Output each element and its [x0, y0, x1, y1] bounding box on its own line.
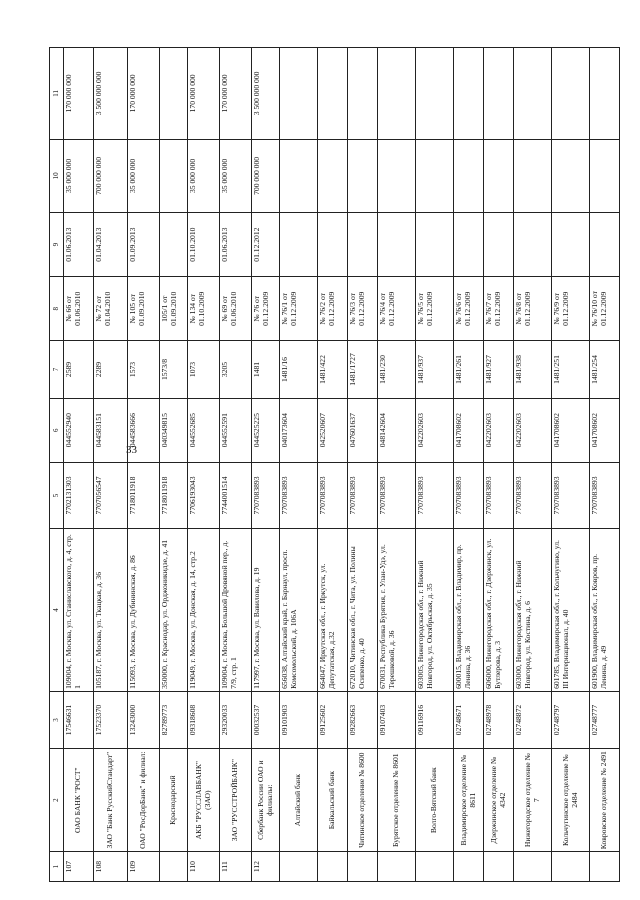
- table-cell-c4: 601900, Владимирская обл., г. Ковров, пр. Ленина, д. 49: [590, 529, 620, 692]
- table-cell-c5: 7702131303: [64, 462, 94, 528]
- column-header: 6: [50, 398, 64, 462]
- table-cell-c9: [160, 213, 188, 277]
- table-cell-c6: 040349815: [160, 398, 188, 462]
- table-cell-c4: 115093, г. Москва, ул. Дубининская, д. 86: [128, 529, 160, 692]
- table-row: [188, 48, 220, 882]
- table-cell-c8: № 76/6 от 01.12.2009: [454, 277, 484, 341]
- table-row: [514, 48, 552, 882]
- table-cell-c8: № 134 от 01.10.2009: [188, 277, 220, 341]
- table-cell-c11: [454, 48, 484, 140]
- column-header: 9: [50, 213, 64, 277]
- table-cell-c6: 042202603: [514, 398, 552, 462]
- table-cell-c5: 7707083893: [484, 462, 514, 528]
- table-cell-c11: [280, 48, 318, 140]
- table-cell-c5: 7707083893: [514, 462, 552, 528]
- table-cell-c1: [318, 852, 348, 882]
- table-cell-c10: [318, 139, 348, 212]
- table-cell-c6: 041708602: [552, 398, 590, 462]
- table-cell-c11: [514, 48, 552, 140]
- column-header: 7: [50, 341, 64, 398]
- table-cell-c9: [280, 213, 318, 277]
- table-cell-c1: 112: [252, 852, 280, 882]
- table-cell-c1: [160, 852, 188, 882]
- table-cell-c1: 107: [64, 852, 94, 882]
- table-cell-c7: 1481: [252, 341, 280, 398]
- column-header: 8: [50, 277, 64, 341]
- table-cell-c11: [416, 48, 454, 140]
- table-cell-c4: 603000, Нижегородская обл., г. Нижний Новгород, ул. Костина, д. 6: [514, 529, 552, 692]
- page-number: 33: [126, 444, 137, 456]
- table-cell-c8: № 76 от 01.12.2009: [252, 277, 280, 341]
- table-cell-c1: 109: [128, 852, 160, 882]
- table-cell-c7: 1481/927: [484, 341, 514, 398]
- table-cell-c9: [590, 213, 620, 277]
- table-cell-c10: [484, 139, 514, 212]
- table-row: [348, 48, 378, 882]
- table-cell-c6: 044552591: [220, 398, 252, 462]
- table-cell-c5: 7707056547: [94, 462, 128, 528]
- table-cell-c9: 01.12.2012: [252, 213, 280, 277]
- table-cell-c7: 1481/938: [514, 341, 552, 398]
- table-cell-c8: № 69 от 01.06.2010: [220, 277, 252, 341]
- table-cell-c6: 041708602: [590, 398, 620, 462]
- table-cell-c2: ОАО БАНК "РОСТ": [64, 749, 94, 852]
- table-cell-c1: 110: [188, 852, 220, 882]
- table-row: [280, 48, 318, 882]
- table-cell-c11: 170 000 000: [64, 48, 94, 140]
- table-cell-c10: 35 000 000: [188, 139, 220, 212]
- table-cell-c7: 1481/422: [318, 341, 348, 398]
- table-cell-c10: 700 000 000: [252, 139, 280, 212]
- table-cell-c7: 1481/261: [454, 341, 484, 398]
- table-cell-c10: [378, 139, 416, 212]
- table-cell-c8: № 76/10 от 01.12.2009: [590, 277, 620, 341]
- table-cell-c3: 09318608: [188, 691, 220, 748]
- table-cell-c3: 02748978: [484, 691, 514, 748]
- table-cell-c2: Краснодарский: [160, 749, 188, 852]
- table-cell-c7: 1481/937: [416, 341, 454, 398]
- table-cell-c5: 7707083893: [378, 462, 416, 528]
- table-cell-c5: 7707083893: [280, 462, 318, 528]
- table-cell-c2: ЗАО "Банк РусскийСтандарт": [94, 749, 128, 852]
- table-cell-c9: 01.06.2013: [64, 213, 94, 277]
- table-cell-c5: 7707083893: [552, 462, 590, 528]
- table-cell-c8: № 76/2 от 01.12.2009: [318, 277, 348, 341]
- table-cell-c7: 1481/1727: [348, 341, 378, 398]
- table-cell-c10: [514, 139, 552, 212]
- table-cell-c8: 105/1 от 01.09.2010: [160, 277, 188, 341]
- table-cell-c2: Кольчугинское отделение № 2484: [552, 749, 590, 852]
- table-cell-c7: 2589: [64, 341, 94, 398]
- table-cell-c7: 3205: [220, 341, 252, 398]
- table-cell-c4: 117997, г. Москва, ул. Вавилова, д. 19: [252, 529, 280, 692]
- table-cell-c9: 01.09.2013: [128, 213, 160, 277]
- table-cell-c5: 7718011918: [160, 462, 188, 528]
- table-cell-c3: 17546631: [64, 691, 94, 748]
- table-cell-c7: 1481/230: [378, 341, 416, 398]
- table-cell-c6: 044552940: [64, 398, 94, 462]
- table-cell-c11: 3 500 000 000: [94, 48, 128, 140]
- table-cell-c5: 7707083893: [318, 462, 348, 528]
- table-cell-c6: 042520607: [318, 398, 348, 462]
- table-row: [318, 48, 348, 882]
- table-cell-c8: № 105 от 01.09.2010: [128, 277, 160, 341]
- table-cell-c3: 09125602: [318, 691, 348, 748]
- table-cell-c5: 7718011918: [128, 462, 160, 528]
- table-cell-c3: 02748777: [590, 691, 620, 748]
- table-cell-c10: 35 000 000: [64, 139, 94, 212]
- column-header: 4: [50, 529, 64, 692]
- table-cell-c4: 105187, г. Москва, ул. Ткацкая, д. 36: [94, 529, 128, 692]
- table-cell-c3: 02748797: [552, 691, 590, 748]
- table-row: [94, 48, 128, 882]
- table-cell-c9: [416, 213, 454, 277]
- table-cell-c10: [454, 139, 484, 212]
- table-row: [484, 48, 514, 882]
- table-cell-c9: 01.06.2013: [220, 213, 252, 277]
- table-cell-c8: № 76/9 от 01.12.2009: [552, 277, 590, 341]
- table-cell-c5: 7707083893: [590, 462, 620, 528]
- table-cell-c5: 7707083893: [252, 462, 280, 528]
- table-cell-c4: 672010, Читинская обл., г. Чита, ул. Полины Осипенко, д. 40: [348, 529, 378, 692]
- document-sheet: [49, 47, 609, 882]
- column-header: 2: [50, 749, 64, 852]
- table-cell-c4: 670031, Республика Бурятия, г. Улан-Удэ, ул. Терешковой, д. 36: [378, 529, 416, 692]
- table-cell-c3: 29320033: [220, 691, 252, 748]
- table-cell-c9: [454, 213, 484, 277]
- table-cell-c11: [484, 48, 514, 140]
- rotated-table-container: [49, 47, 609, 882]
- table-cell-c6: 041708602: [454, 398, 484, 462]
- table-cell-c10: 700 000 000: [94, 139, 128, 212]
- table-cell-c3: 02748671: [454, 691, 484, 748]
- table-cell-c3: 09116916: [416, 691, 454, 748]
- table-cell-c4: 603005, Нижегородская обл., г. Нижний Новгород, ул. Октябрьская, д. 35: [416, 529, 454, 692]
- table-cell-c7: 1573/8: [160, 341, 188, 398]
- table-cell-c8: № 76/4 от 01.12.2009: [378, 277, 416, 341]
- table-cell-c2: АКБ "РУССЛАВБАНК" (ЗАО): [188, 749, 220, 852]
- table-cell-c7: 2289: [94, 341, 128, 398]
- table-cell-c2: Сбербанк России ОАО и филиалы:: [252, 749, 280, 852]
- table-cell-c1: 108: [94, 852, 128, 882]
- table-cell-c10: [416, 139, 454, 212]
- table-cell-c6: 044583151: [94, 398, 128, 462]
- column-header: 1: [50, 852, 64, 882]
- table-cell-c11: 170 000 000: [188, 48, 220, 140]
- table-cell-c11: [318, 48, 348, 140]
- table-cell-c6: 044525225: [252, 398, 280, 462]
- table-cell-c7: 1481/254: [590, 341, 620, 398]
- table-cell-c8: № 76/8 от 01.12.2009: [514, 277, 552, 341]
- table-row: [416, 48, 454, 882]
- table-cell-c10: [552, 139, 590, 212]
- table-cell-c9: [318, 213, 348, 277]
- table-cell-c11: [378, 48, 416, 140]
- table-cell-c1: 111: [220, 852, 252, 882]
- table-cell-c7: 1573: [128, 341, 160, 398]
- table-cell-c9: [514, 213, 552, 277]
- table-cell-c2: Волго-Вятский банк: [416, 749, 454, 852]
- table-cell-c3: 09107403: [378, 691, 416, 748]
- table-cell-c8: № 76/3 от 01.12.2009: [348, 277, 378, 341]
- table-cell-c11: [552, 48, 590, 140]
- table-cell-c3: 82789773: [160, 691, 188, 748]
- table-cell-c4: 664047, Иркутская обл., г. Иркутск, ул. Депутатская, д.32: [318, 529, 348, 692]
- table-cell-c4: 601785, Владимирская обл., г. Кольчугино, ул. III Интернационал, д. 40: [552, 529, 590, 692]
- table-cell-c9: [348, 213, 378, 277]
- table-cell-c2: Читинское отделение № 8600: [348, 749, 378, 852]
- table-cell-c2: Владимирское отделение № 8611: [454, 749, 484, 852]
- table-cell-c11: 170 000 000: [128, 48, 160, 140]
- table-cell-c10: [280, 139, 318, 212]
- table-cell-c11: [590, 48, 620, 140]
- table-cell-c1: [416, 852, 454, 882]
- column-header: 10: [50, 139, 64, 212]
- table-cell-c3: 17523370: [94, 691, 128, 748]
- table-cell-c10: [160, 139, 188, 212]
- table-cell-c10: [348, 139, 378, 212]
- table-cell-c5: 7707083893: [348, 462, 378, 528]
- table-cell-c3: 02748872: [514, 691, 552, 748]
- table-cell-c8: № 76/7 от 01.12.2009: [484, 277, 514, 341]
- table-row: [552, 48, 590, 882]
- table-row: [160, 48, 188, 882]
- table-cell-c2: Алтайский банк: [280, 749, 318, 852]
- column-header: 5: [50, 462, 64, 528]
- table-row: [590, 48, 620, 882]
- table-cell-c6: 048142604: [378, 398, 416, 462]
- table-cell-c9: [552, 213, 590, 277]
- table-cell-c2: ЗАО "РУССТРОЙБАНК": [220, 749, 252, 852]
- table-cell-c2: Дзержинское отделение № 4342: [484, 749, 514, 852]
- table-cell-c7: 1073: [188, 341, 220, 398]
- table-row: [64, 48, 94, 882]
- table-cell-c3: 13243000: [128, 691, 160, 748]
- table-cell-c3: 00032537: [252, 691, 280, 748]
- table-cell-c2: Нижегородское отделение № 7: [514, 749, 552, 852]
- table-cell-c5: 7706193043: [188, 462, 220, 528]
- table-cell-c7: 1481/16: [280, 341, 318, 398]
- table-row: [252, 48, 280, 882]
- table-cell-c11: [348, 48, 378, 140]
- column-number-row: [50, 48, 64, 882]
- table-cell-c9: [378, 213, 416, 277]
- table-cell-c4: 119049, г. Москва, ул. Донская, д. 14, стр.2: [188, 529, 220, 692]
- table-cell-c6: 042202603: [416, 398, 454, 462]
- table-cell-c5: 7744001514: [220, 462, 252, 528]
- table-cell-c5: 7707083893: [416, 462, 454, 528]
- table-cell-c9: 01.04.2013: [94, 213, 128, 277]
- table-cell-c2: Байкальский банк: [318, 749, 348, 852]
- table-row: [454, 48, 484, 882]
- table-cell-c3: 09101903: [280, 691, 318, 748]
- table-cell-c2: Ковровское отделение № 2491: [590, 749, 620, 852]
- table-cell-c1: [348, 852, 378, 882]
- table-cell-c9: [484, 213, 514, 277]
- table-cell-c4: 656038, Алтайский край, г. Барнаул, просп. Комсомольский, д. 106А: [280, 529, 318, 692]
- table-cell-c10: [590, 139, 620, 212]
- column-header: 11: [50, 48, 64, 140]
- table-cell-c1: [590, 852, 620, 882]
- table-row: [220, 48, 252, 882]
- banks-table: [49, 47, 620, 882]
- table-cell-c11: 170 000 000: [220, 48, 252, 140]
- table-cell-c4: 109004, г. Москва, ул. Станиславского, д. 4, стр. 1: [64, 529, 94, 692]
- table-cell-c6: 047601637: [348, 398, 378, 462]
- table-cell-c4: 606000, Нижегородская обл., г. Дзержинск, ул. Бутлерова, д. 3: [484, 529, 514, 692]
- table-cell-c6: 044552685: [188, 398, 220, 462]
- table-cell-c6: 042202603: [484, 398, 514, 462]
- table-cell-c1: [552, 852, 590, 882]
- table-cell-c10: 35 000 000: [220, 139, 252, 212]
- table-cell-c2: Бурятское отделение № 8601: [378, 749, 416, 852]
- table-cell-c6: 040173604: [280, 398, 318, 462]
- table-row: [378, 48, 416, 882]
- column-header: 3: [50, 691, 64, 748]
- table-cell-c4: 109004, г. Москва, Большой Дровяной пер., д. 7/9, стр. 1: [220, 529, 252, 692]
- table-cell-c7: 1481/251: [552, 341, 590, 398]
- table-cell-c1: [454, 852, 484, 882]
- table-cell-c10: 35 000 000: [128, 139, 160, 212]
- table-cell-c1: [378, 852, 416, 882]
- table-cell-c4: 600015, Владимирская обл., г. Владимир, пр. Ленина, д. 36: [454, 529, 484, 692]
- table-cell-c1: [280, 852, 318, 882]
- table-cell-c8: № 66 от 01.06.2010: [64, 277, 94, 341]
- table-cell-c6: 044583666: [128, 398, 160, 462]
- table-cell-c8: № 76/1 от 01.12.2009: [280, 277, 318, 341]
- table-cell-c1: [514, 852, 552, 882]
- table-row: [128, 48, 160, 882]
- table-cell-c8: № 72 от 01.04.2010: [94, 277, 128, 341]
- table-cell-c1: [484, 852, 514, 882]
- table-cell-c8: № 76/5 от 01.12.2009: [416, 277, 454, 341]
- table-cell-c11: [160, 48, 188, 140]
- table-cell-c9: 01.10.2010: [188, 213, 220, 277]
- table-cell-c2: ОАО "РосДорБанк" и филиал:: [128, 749, 160, 852]
- table-cell-c3: 09282663: [348, 691, 378, 748]
- table-cell-c4: 350000, г. Краснодар, ул. Орджоникидзе, д. 41: [160, 529, 188, 692]
- table-cell-c5: 7707083893: [454, 462, 484, 528]
- table-cell-c11: 3 500 000 000: [252, 48, 280, 140]
